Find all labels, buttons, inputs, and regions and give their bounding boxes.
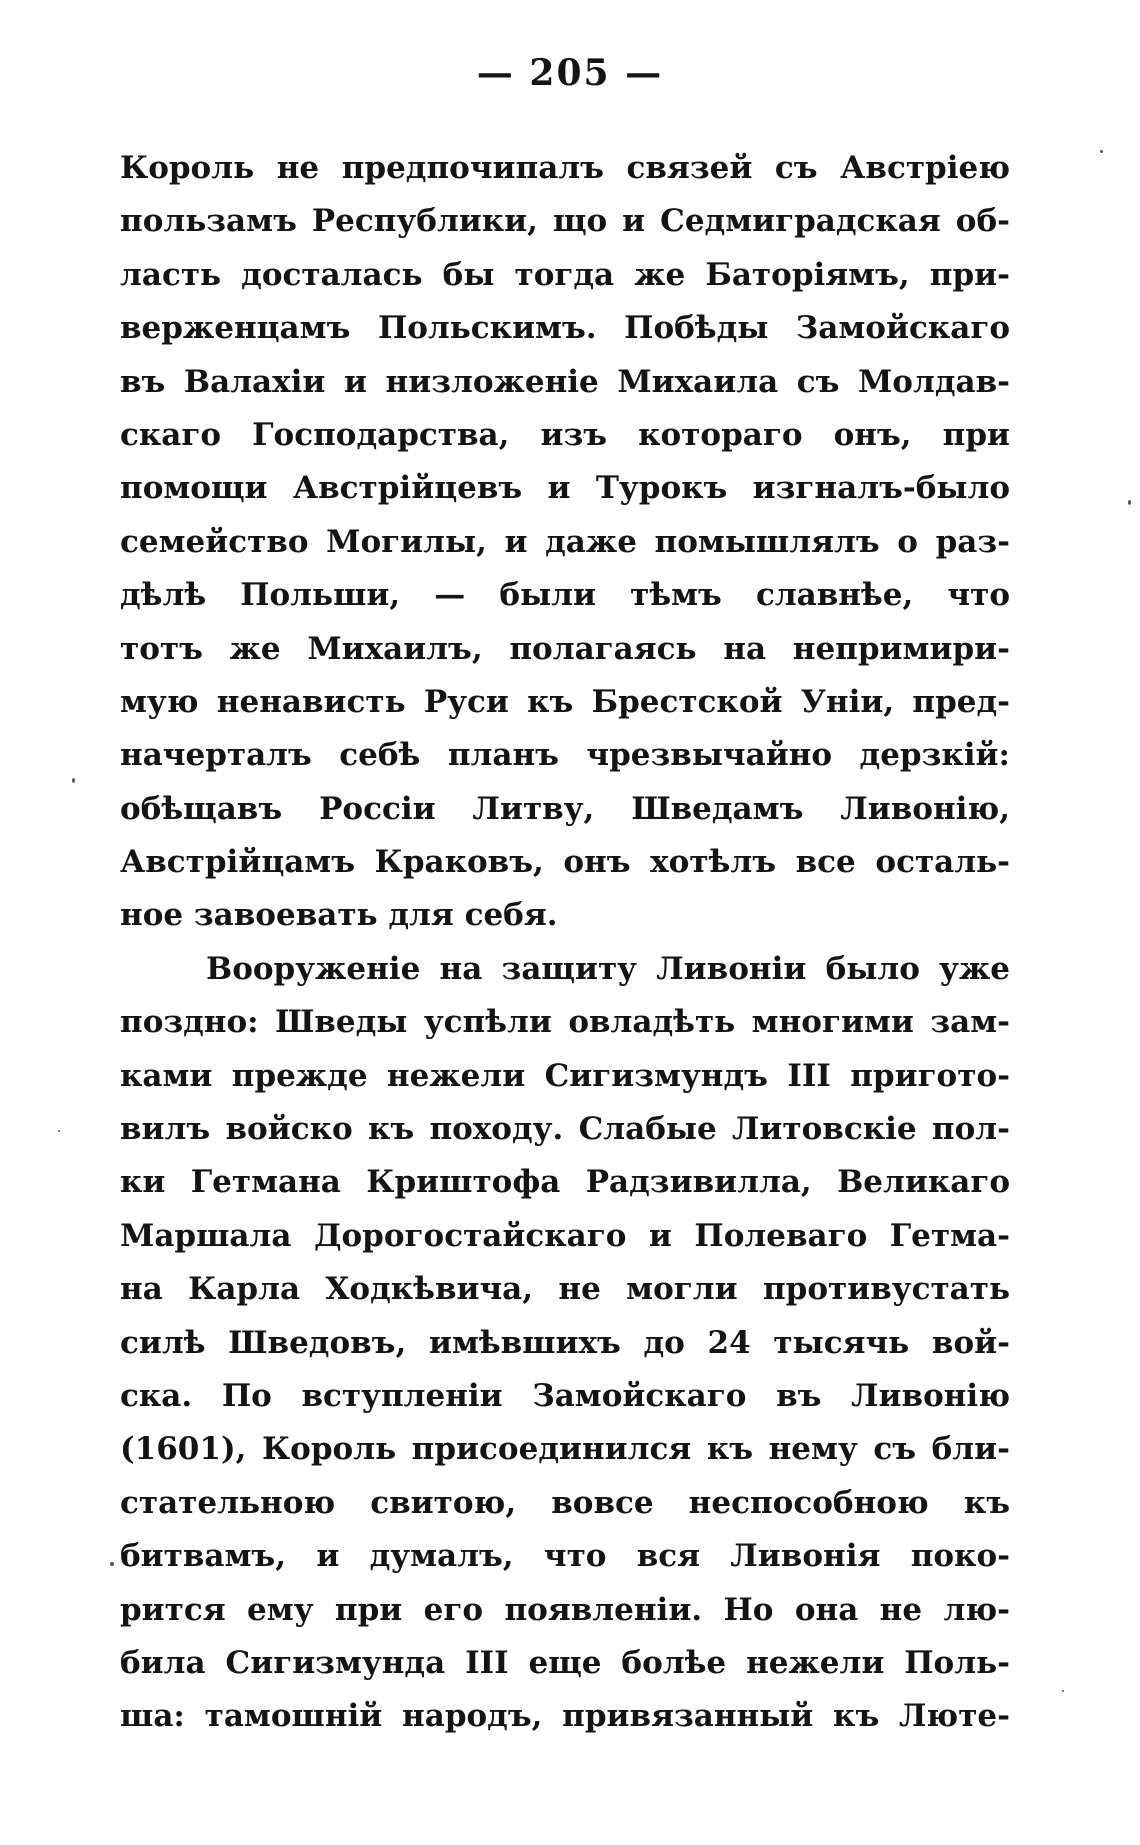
scan-speck bbox=[58, 1130, 60, 1132]
text-line: вилъ войско къ походу. Слабые Литовскіе пол- bbox=[120, 1111, 1010, 1148]
text-line: обѣщавъ Россіи Литву, Шведамъ Ливонію, bbox=[120, 790, 1010, 827]
body-text bbox=[120, 142, 1010, 1744]
text-line: ша: тамошній народъ, привязанный къ Люте- bbox=[120, 1698, 1010, 1735]
text-line: верженцамъ Польскимъ. Побѣды Замойскаго bbox=[120, 310, 1010, 347]
text-line: на Карла Ходкѣвича, не могли противустать bbox=[120, 1271, 1010, 1308]
text-line: поздно: Шведы успѣли овладѣть многими зам- bbox=[120, 1004, 1010, 1041]
text-line: мую ненависть Руси къ Брестской Уніи, пред- bbox=[120, 683, 1010, 720]
text-line: стательною свитою, вовсе неспособною къ bbox=[120, 1484, 1010, 1521]
text-line: Австрійцамъ Краковъ, онъ хотѣлъ все осталь- bbox=[120, 844, 1010, 881]
paragraph-end-line: ное завоевать для себя. bbox=[120, 897, 558, 934]
text-line: начерталъ себѣ планъ чрезвычайно дерзкій: bbox=[120, 737, 1010, 774]
scan-speck bbox=[72, 778, 75, 783]
text-line: Король не предпочипалъ связей съ Австріею bbox=[120, 150, 1010, 186]
text-line: ласть досталась бы тогда же Баторіямъ, при- bbox=[120, 256, 1010, 293]
text-line: ки Гетмана Криштофа Радзивилла, Великаго bbox=[120, 1164, 1010, 1201]
text-line: помощи Австрійцевъ и Турокъ изгналъ-было bbox=[120, 470, 1010, 507]
text-line: пользамъ Республики, що и Седмиградская об- bbox=[120, 203, 1010, 240]
text-line: силѣ Шведовъ, имѣвшихъ до 24 тысячь вой- bbox=[120, 1324, 1010, 1361]
page-number: — 205 — bbox=[476, 52, 664, 94]
text-line: (1601), Король присоединился къ нему съ бли- bbox=[120, 1431, 1010, 1468]
text-line: била Сигизмунда III еще болѣе нежели Поль- bbox=[120, 1644, 1010, 1681]
text-line: ками прежде нежели Сигизмундъ III пригото- bbox=[120, 1057, 1010, 1094]
text-line: битвамъ, и думалъ, что вся Ливонія поко- bbox=[120, 1538, 1010, 1575]
text-line: ска. По вступленіи Замойскаго въ Ливонію bbox=[120, 1377, 1010, 1414]
text-line: семейство Могилы, и даже помышлялъ о раз- bbox=[120, 523, 1010, 560]
text-line: скаго Господарства, изъ котораго онъ, при bbox=[120, 416, 1010, 453]
scan-speck bbox=[110, 1562, 114, 1566]
scan-speck bbox=[1100, 150, 1103, 153]
scan-speck bbox=[1128, 500, 1131, 505]
text-line: тотъ же Михаилъ, полагаясь на непримири- bbox=[120, 630, 1010, 667]
paragraph-start-line: Вооруженіе на защиту Ливоніи было уже bbox=[206, 950, 1010, 987]
text-line: Маршала Дорогостайскаго и Полеваго Гетма- bbox=[120, 1217, 1010, 1254]
scan-speck bbox=[1062, 1690, 1064, 1692]
text-line: въ Валахіи и низложеніе Михаила съ Молдав- bbox=[120, 363, 1010, 400]
text-line: рится ему при его появленіи. Но она не лю- bbox=[120, 1591, 1010, 1628]
text-line: дѣлѣ Польши, — были тѣмъ славнѣе, что bbox=[120, 577, 1010, 614]
